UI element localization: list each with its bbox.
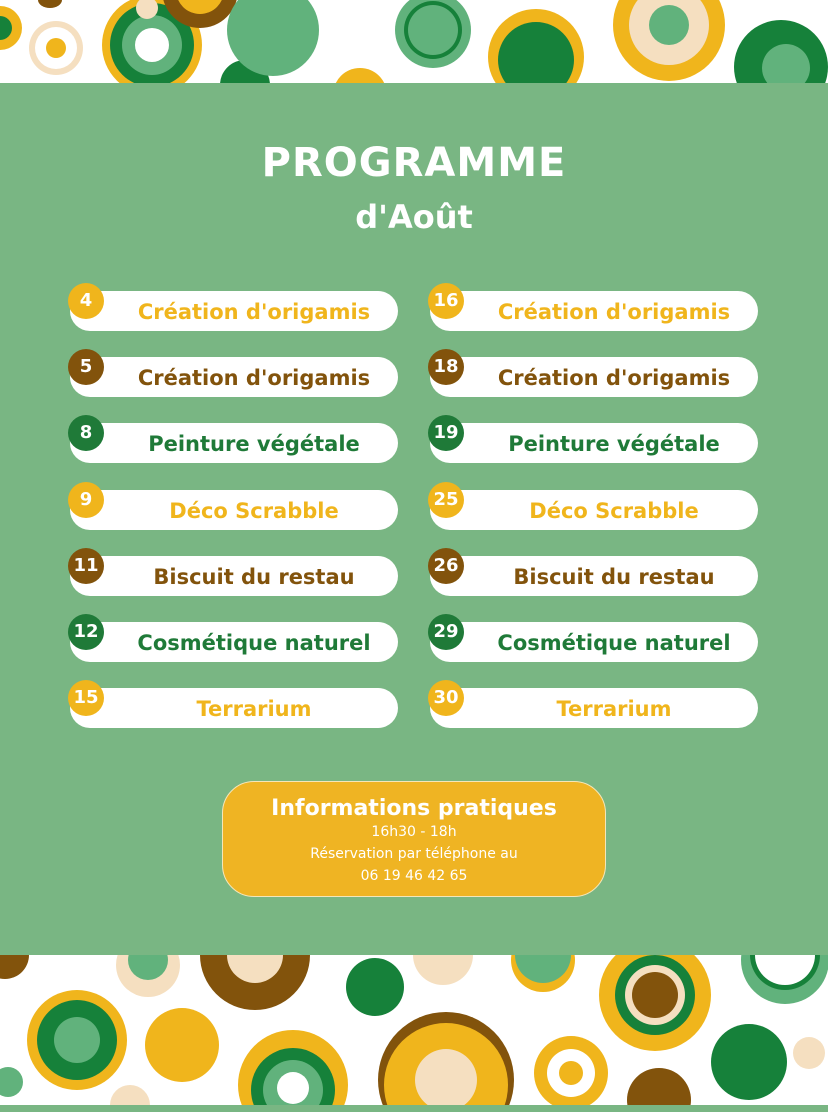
event-label: Déco Scrabble — [169, 499, 339, 523]
event-label: Terrarium — [556, 697, 672, 721]
event-item — [430, 556, 758, 596]
info-reservation: Réservation par téléphone au — [310, 846, 518, 862]
event-item — [70, 423, 398, 463]
event-item — [70, 688, 398, 728]
day-badge: 15 — [68, 680, 104, 716]
day-badge: 25 — [428, 482, 464, 518]
event-item — [70, 556, 398, 596]
day-badge: 9 — [68, 482, 104, 518]
event-label: Création d'origamis — [137, 300, 371, 324]
day-badge: 16 — [428, 283, 464, 319]
event-label: Déco Scrabble — [529, 499, 699, 523]
event-label: Cosmétique naturel — [497, 631, 731, 655]
info-title: Informations pratiques — [271, 796, 557, 821]
event-item — [430, 490, 758, 530]
event-label: Peinture végétale — [148, 432, 360, 456]
event-item — [70, 490, 398, 530]
event-label: Terrarium — [196, 697, 312, 721]
info-hours: 16h30 - 18h — [371, 824, 457, 840]
day-badge: 4 — [68, 283, 104, 319]
info-box — [222, 781, 606, 897]
day-badge: 30 — [428, 680, 464, 716]
event-label: Peinture végétale — [508, 432, 720, 456]
event-label: Création d'origamis — [137, 366, 371, 390]
event-item — [430, 622, 758, 662]
page-subtitle: d'Août — [355, 198, 473, 236]
event-item — [70, 622, 398, 662]
event-item — [430, 688, 758, 728]
footer-line — [0, 1105, 828, 1112]
day-badge: 26 — [428, 548, 464, 584]
event-label: Biscuit du restau — [513, 565, 715, 589]
info-phone: 06 19 46 42 65 — [360, 868, 468, 884]
decorative-circles-top — [0, 0, 828, 83]
day-badge: 18 — [428, 349, 464, 385]
event-item — [70, 357, 398, 397]
event-item — [430, 357, 758, 397]
page-title: PROGRAMME — [261, 140, 567, 186]
event-label: Biscuit du restau — [153, 565, 355, 589]
day-badge: 8 — [68, 415, 104, 451]
event-label: Création d'origamis — [497, 300, 731, 324]
event-label: Cosmétique naturel — [137, 631, 371, 655]
event-label: Création d'origamis — [497, 366, 731, 390]
day-badge: 19 — [428, 415, 464, 451]
event-item — [430, 423, 758, 463]
decorative-circles-bottom — [0, 955, 828, 1105]
day-badge: 11 — [68, 548, 104, 584]
event-item — [70, 291, 398, 331]
event-item — [430, 291, 758, 331]
day-badge: 12 — [68, 614, 104, 650]
day-badge: 29 — [428, 614, 464, 650]
day-badge: 5 — [68, 349, 104, 385]
